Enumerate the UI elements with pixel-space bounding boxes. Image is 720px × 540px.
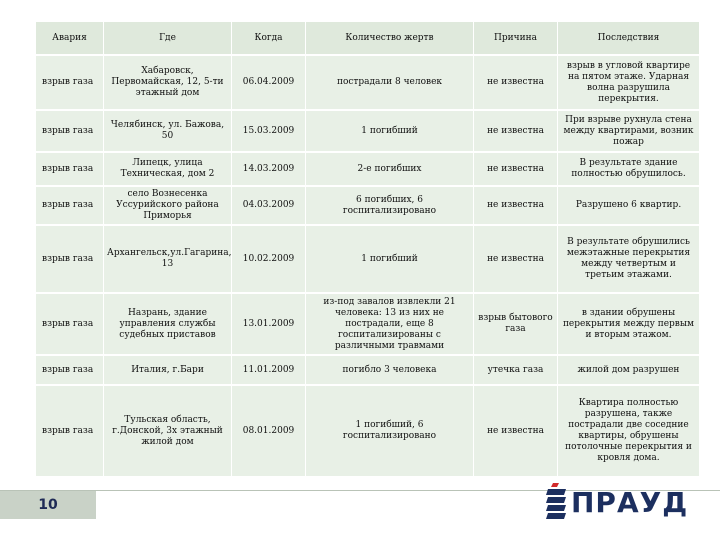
cell-consequences: В результате здание полностью обрушилось. bbox=[558, 153, 700, 187]
table-row bbox=[36, 226, 700, 294]
header-casualties: Количество жертв bbox=[306, 22, 474, 56]
cell-consequences: Квартира полностью разрушена, также пострадали две соседние квартиры, обрушены потолочные перекрытия и кровля дома. bbox=[558, 386, 700, 478]
cell-accident: взрыв газа bbox=[36, 356, 104, 386]
logo-mark-icon bbox=[545, 483, 567, 521]
cell-when: 13.01.2009 bbox=[232, 294, 306, 356]
table-row bbox=[36, 153, 700, 187]
table-row bbox=[36, 356, 700, 386]
cell-when: 15.03.2009 bbox=[232, 111, 306, 153]
cell-where: село Вознесенка Уссурийского района Приморья bbox=[104, 187, 232, 226]
cell-where: Липецк, улица Техническая, дом 2 bbox=[104, 153, 232, 187]
table-row bbox=[36, 111, 700, 153]
cell-cause: не известна bbox=[474, 111, 558, 153]
cell-consequences: взрыв в угловой квартире на пятом этаже. Ударная волна разрушила перекрытия. bbox=[558, 56, 700, 111]
accidents-table bbox=[36, 22, 700, 478]
cell-cause: не известна bbox=[474, 187, 558, 226]
cell-consequences: жилой дом разрушен bbox=[558, 356, 700, 386]
cell-accident: взрыв газа bbox=[36, 386, 104, 478]
cell-accident: взрыв газа bbox=[36, 187, 104, 226]
cell-when: 04.03.2009 bbox=[232, 187, 306, 226]
cell-when: 14.03.2009 bbox=[232, 153, 306, 187]
table-row bbox=[36, 386, 700, 478]
header-when: Когда bbox=[232, 22, 306, 56]
table-row bbox=[36, 56, 700, 111]
cell-where: Италия, г.Бари bbox=[104, 356, 232, 386]
cell-where: Назрань, здание управления службы судебных приставов bbox=[104, 294, 232, 356]
company-logo bbox=[545, 480, 688, 524]
cell-casualties: 6 погибших, 6 госпитализировано bbox=[306, 187, 474, 226]
cell-consequences: В результате обрушились межэтажные перекрытия между четвертым и третьим этажами. bbox=[558, 226, 700, 294]
cell-cause: взрыв бытового газа bbox=[474, 294, 558, 356]
cell-consequences: При взрыве рухнула стена между квартирами, возник пожар bbox=[558, 111, 700, 153]
cell-casualties: погибло 3 человека bbox=[306, 356, 474, 386]
cell-when: 11.01.2009 bbox=[232, 356, 306, 386]
cell-accident: взрыв газа bbox=[36, 111, 104, 153]
cell-accident: взрыв газа bbox=[36, 294, 104, 356]
page-number: 10 bbox=[0, 491, 96, 519]
cell-when: 08.01.2009 bbox=[232, 386, 306, 478]
header-where: Где bbox=[104, 22, 232, 56]
header-accident: Авария bbox=[36, 22, 104, 56]
cell-casualties: 1 погибший, 6 госпитализировано bbox=[306, 386, 474, 478]
cell-when: 06.04.2009 bbox=[232, 56, 306, 111]
cell-cause: не известна bbox=[474, 226, 558, 294]
cell-when: 10.02.2009 bbox=[232, 226, 306, 294]
table-row bbox=[36, 294, 700, 356]
cell-where: Архангельск,ул.Гагарина, 13 bbox=[104, 226, 232, 294]
cell-where: Челябинск, ул. Бажова, 50 bbox=[104, 111, 232, 153]
cell-cause: не известна bbox=[474, 153, 558, 187]
cell-cause: утечка газа bbox=[474, 356, 558, 386]
logo-text: ПРАУД bbox=[571, 485, 689, 519]
cell-where: Тульская область, г.Донской, 3х этажный жилой дом bbox=[104, 386, 232, 478]
cell-consequences: в здании обрушены перекрытия между первым и вторым этажом. bbox=[558, 294, 700, 356]
cell-cause: не известна bbox=[474, 386, 558, 478]
cell-where: Хабаровск, Первомайская, 12, 5-ти этажный дом bbox=[104, 56, 232, 111]
cell-accident: взрыв газа bbox=[36, 153, 104, 187]
cell-casualties: из-под завалов извлекли 21 человека: 13 из них не пострадали, еще 8 госпитализированы с различными травмами bbox=[306, 294, 474, 356]
cell-casualties: 1 погибший bbox=[306, 226, 474, 294]
cell-accident: взрыв газа bbox=[36, 56, 104, 111]
cell-consequences: Разрушено 6 квартир. bbox=[558, 187, 700, 226]
table-row bbox=[36, 187, 700, 226]
header-consequences: Последствия bbox=[558, 22, 700, 56]
cell-accident: взрыв газа bbox=[36, 226, 104, 294]
cell-cause: не известна bbox=[474, 56, 558, 111]
table-header-row bbox=[36, 22, 700, 56]
cell-casualties: 2-е погибших bbox=[306, 153, 474, 187]
cell-casualties: 1 погибший bbox=[306, 111, 474, 153]
cell-casualties: пострадали 8 человек bbox=[306, 56, 474, 111]
header-cause: Причина bbox=[474, 22, 558, 56]
